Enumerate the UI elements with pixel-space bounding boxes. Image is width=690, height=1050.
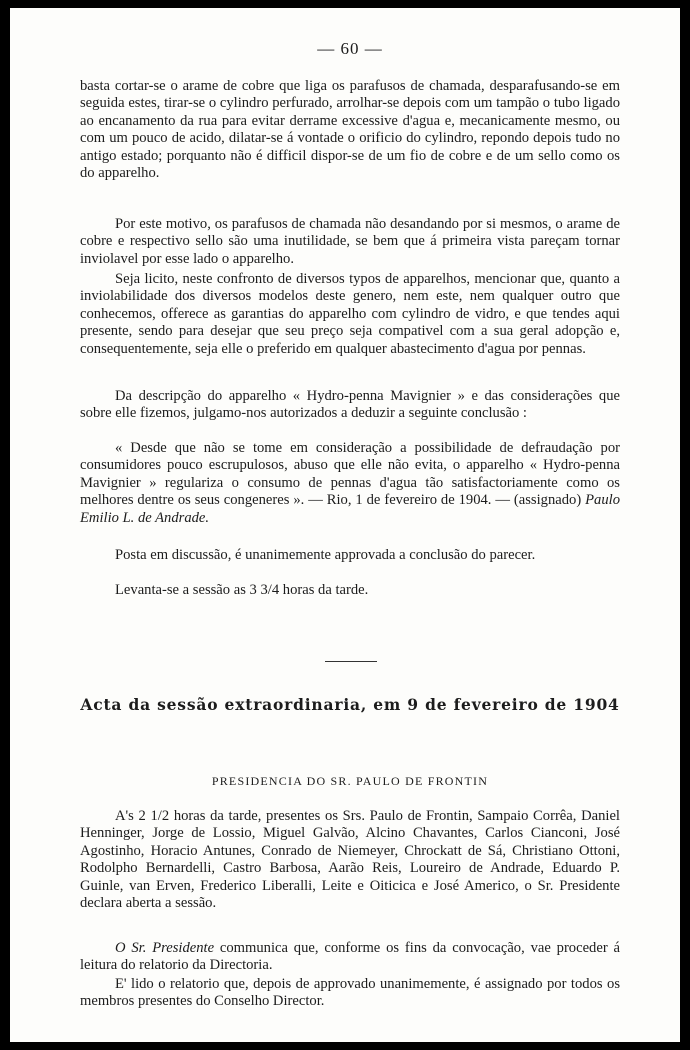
speaker-text: communica que, conforme os fins da convocação, vae proceder á leitura do relatorio da Directoria. — [80, 940, 620, 974]
minutes-paragraph-3: E' lido o relatorio que, depois de approvado unanimemente, é assignado por todos os membros presentes do Conselho Director. — [80, 976, 620, 1010]
document-page — [10, 8, 680, 1042]
paragraph-2: Por este motivo, os parafusos de chamada não desandando por si mesmos, o arame de cobre e respectivo sello são uma inutilidade, se bem que á primeira vista pareçam tornar inviolavel por esse lado o apparelho. — [80, 216, 620, 267]
paragraph-3: Seja licito, neste confronto de diversos typos de apparelhos, mencionar que, quanto a inviolabilidade dos diversos modelos deste genero, nem este, nem qualquer outro que conhecemos, offerece as garantias do apparelho com cylindro de vidro, e que tendes aqui presente, sendo para desejar que seu preço seja compativel com a sua geral adopção e, consequentemente, seja elle o preferido em qualquer abastecimento d'agua por pennas. — [80, 271, 620, 357]
section-divider — [325, 661, 377, 662]
paragraph-1: basta cortar-se o arame de cobre que liga os parafusos de chamada, desparafusando-se em seguida estes, tirar-se o cylindro perfurado, arrolhar-se depois com um tampão o tubo ligado ao encanamento da rua para evitar derrame excessive d'agua e, mecanicamente mesmo, ou com um pouco de acido, dilatar-se á vontade o orificio do cylindro, repondo depois tudo no antigo estado; porquanto não é difficil dispor-se de um fio de cobre e de um sello como os do apparelho. — [80, 78, 620, 182]
presidency-line: PRESIDENCIA DO SR. PAULO DE FRONTIN — [211, 774, 489, 788]
minutes-title: Acta da sessão extraordinaria, em 9 de fevereiro de 1904 — [80, 695, 620, 714]
paragraph-4: Da descripção do apparelho « Hydro-penna Mavignier » e das considerações que sobre elle fizemos, julgamo-nos autorizados a deduzir a seguinte conclusão : — [80, 388, 620, 422]
page-number: — 60 — — [317, 39, 383, 58]
signature: Paulo Emilio L. de Andrade. — [80, 492, 620, 526]
conclusion-text: « Desde que não se tome em consideração a possibilidade de defraudação por consumidores pouco escrupulosos, abuso que elle não evita, o apparelho « Hydro-penna Mavignier » regulariza o consumo de pennas d'agua tão satisfactoriamente como os melhores dentre os seus congeneres ». — Rio, 1 de fevereiro de 1904. — (assignado) — [80, 440, 620, 509]
paragraph-7: Levanta-se a sessão as 3 3/4 horas da tarde. — [115, 582, 369, 598]
minutes-paragraph-1: A's 2 1/2 horas da tarde, presentes os Srs. Paulo de Frontin, Sampaio Corrêa, Daniel Henninger, Jorge de Lossio, Miguel Galvão, Alcino Chavantes, Carlos Cianconi, José Agostinho, Horacio Antunes, Conrado de Niemeyer, Chrockatt de Sá, Christiano Ottoni, Rodolpho Bernardelli, Castro Barbosa, Aarão Reis, Loureiro de Andrade, Eduardo P. Guinle, van Erven, Frederico Liberalli, Leite e Oiticica e José Americo, o Sr. Presidente declara aberta a sessão. — [80, 808, 620, 912]
paragraph-6: Posta em discussão, é unanimemente approvada a conclusão do parecer. — [115, 547, 536, 563]
conclusion-quote — [80, 440, 620, 527]
minutes-paragraph-2 — [80, 940, 620, 975]
speaker: O Sr. Presidente — [115, 940, 215, 956]
